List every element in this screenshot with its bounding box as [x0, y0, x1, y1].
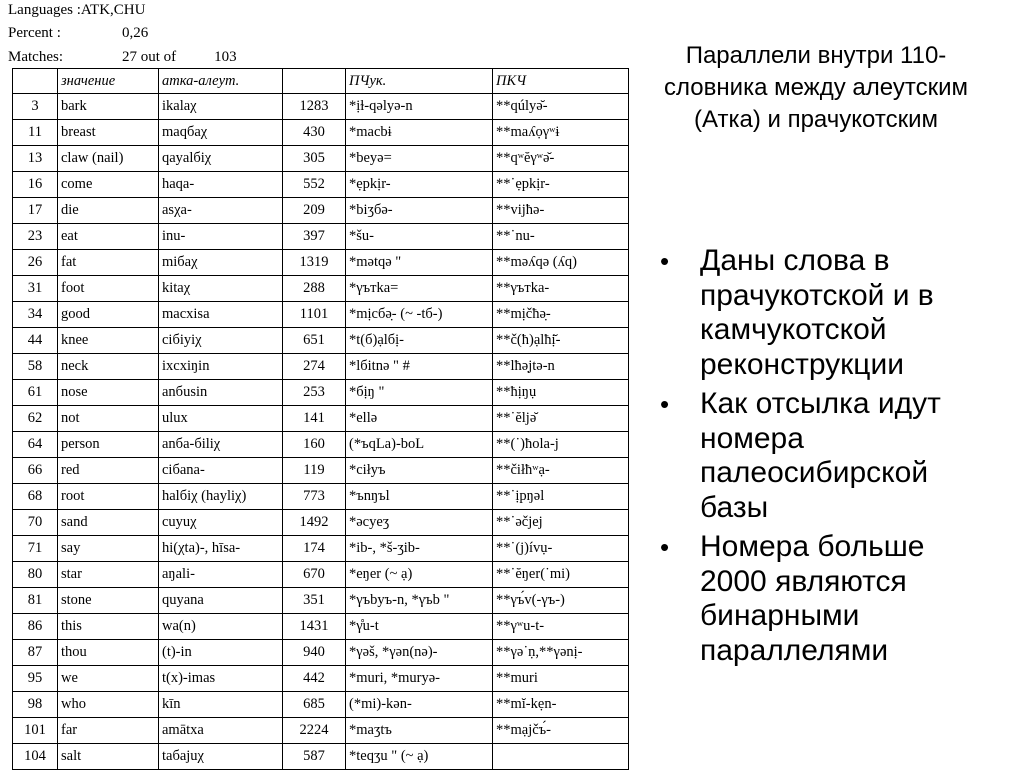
base-number: 1319 [283, 250, 346, 276]
gloss: knee [58, 328, 159, 354]
base-number: 274 [283, 354, 346, 380]
proto-chukchi-form: *lбitnə " # [346, 354, 493, 380]
proto-chukchi-form: *biʒбə- [346, 198, 493, 224]
table-row [13, 458, 629, 484]
base-number: 1283 [283, 94, 346, 120]
row-number: 104 [13, 744, 58, 770]
atka-form: ciбiyiχ [159, 328, 283, 354]
row-number: 95 [13, 666, 58, 692]
atka-form: quyana [159, 588, 283, 614]
bullet-item [654, 244, 984, 382]
table-row [13, 354, 629, 380]
proto-chukchi-form: *mịcбə̣- (~ -tб-) [346, 302, 493, 328]
atka-form: kitaχ [159, 276, 283, 302]
gloss: sand [58, 510, 159, 536]
row-number: 87 [13, 640, 58, 666]
proto-kamchukchi-form: **˙nu- [493, 224, 629, 250]
row-number: 80 [13, 562, 58, 588]
row-number: 68 [13, 484, 58, 510]
proto-kamchukchi-form: **muri [493, 666, 629, 692]
proto-chukchi-form: *maʒtъ [346, 718, 493, 744]
header-proto-kamchukchi: ПКЧ [493, 69, 629, 94]
gloss: root [58, 484, 159, 510]
atka-form: hi(χta)-, hīsa- [159, 536, 283, 562]
proto-chukchi-form: *muri, *muryə- [346, 666, 493, 692]
base-number: 1431 [283, 614, 346, 640]
proto-kamchukchi-form [493, 744, 629, 770]
row-number: 11 [13, 120, 58, 146]
proto-chukchi-form: *mətqə " [346, 250, 493, 276]
proto-kamchukchi-form: **˙əčjej [493, 510, 629, 536]
atka-form: halбiχ (hayliχ) [159, 484, 283, 510]
gloss: claw (nail) [58, 146, 159, 172]
row-number: 101 [13, 718, 58, 744]
proto-chukchi-form: (*mi)-kən- [346, 692, 493, 718]
proto-chukchi-form: *ịɫ-qəlyə-n [346, 94, 493, 120]
proto-kamchukchi-form: **mạjčъ́- [493, 718, 629, 744]
proto-chukchi-form: *ъnŋъl [346, 484, 493, 510]
atka-form: inu- [159, 224, 283, 250]
proto-chukchi-form: *ciłyъ [346, 458, 493, 484]
base-number: 552 [283, 172, 346, 198]
gloss: neck [58, 354, 159, 380]
proto-kamchukchi-form: **γʷu-t- [493, 614, 629, 640]
atka-form: aŋali- [159, 562, 283, 588]
base-number: 2224 [283, 718, 346, 744]
word-table [12, 68, 629, 770]
base-number: 174 [283, 536, 346, 562]
proto-kamchukchi-form: **mĭ-kẹn- [493, 692, 629, 718]
atka-form: asχa- [159, 198, 283, 224]
gloss: breast [58, 120, 159, 146]
proto-chukchi-form: *ẹpkịr- [346, 172, 493, 198]
table-row [13, 250, 629, 276]
percent-value: 0,26 [122, 25, 149, 41]
gloss: die [58, 198, 159, 224]
gloss: this [58, 614, 159, 640]
table-row [13, 198, 629, 224]
row-number: 86 [13, 614, 58, 640]
gloss: who [58, 692, 159, 718]
table-row [13, 94, 629, 120]
table-row [13, 510, 629, 536]
table-row [13, 484, 629, 510]
proto-chukchi-form: (*ъqLa)-boL [346, 432, 493, 458]
atka-form: qayalбiχ [159, 146, 283, 172]
proto-kamchukchi-form: **γътka- [493, 276, 629, 302]
bullet-dot-icon: • [660, 532, 670, 562]
meta-matches [8, 48, 237, 66]
row-number: 31 [13, 276, 58, 302]
base-number: 442 [283, 666, 346, 692]
gloss: not [58, 406, 159, 432]
row-number: 58 [13, 354, 58, 380]
bullet-text: Номера больше 2000 являются бинарными параллелями [700, 530, 925, 667]
languages-label: Languages : [8, 2, 81, 18]
table-row [13, 562, 629, 588]
proto-chukchi-form: *γъbyъ-n, *γъb " [346, 588, 493, 614]
table-row [13, 146, 629, 172]
base-number: 209 [283, 198, 346, 224]
bullet-list [654, 244, 984, 673]
row-number: 98 [13, 692, 58, 718]
gloss: foot [58, 276, 159, 302]
matches-label: Matches: [8, 49, 63, 65]
table-row [13, 328, 629, 354]
row-number: 26 [13, 250, 58, 276]
table-row [13, 640, 629, 666]
atka-form: anбusin [159, 380, 283, 406]
atka-form: ciбana- [159, 458, 283, 484]
row-number: 64 [13, 432, 58, 458]
base-number: 685 [283, 692, 346, 718]
slide-title: Параллели внутри 110-словника между алеутским (Атка) и прачукотским [664, 42, 968, 133]
proto-kamchukchi-form: **č(ħ)ạlħị̆- [493, 328, 629, 354]
row-number: 23 [13, 224, 58, 250]
table-row [13, 614, 629, 640]
proto-chukchi-form: *γ̊u-t [346, 614, 493, 640]
table-row [13, 172, 629, 198]
row-number: 62 [13, 406, 58, 432]
bullet-text: Как отсылка идут номера палеосибирской базы [700, 387, 941, 524]
table-row [13, 692, 629, 718]
proto-kamchukchi-form: **qúlyə̆- [493, 94, 629, 120]
base-number: 351 [283, 588, 346, 614]
table-row [13, 380, 629, 406]
gloss: eat [58, 224, 159, 250]
proto-kamchukchi-form: **lħə̣jtə-n [493, 354, 629, 380]
gloss: stone [58, 588, 159, 614]
proto-kamchukchi-form: **ħịŋụ [493, 380, 629, 406]
gloss: come [58, 172, 159, 198]
proto-kamchukchi-form: **˙ĕljə̆ [493, 406, 629, 432]
proto-chukchi-form: *šu- [346, 224, 493, 250]
row-number: 70 [13, 510, 58, 536]
base-number: 253 [283, 380, 346, 406]
base-number: 773 [283, 484, 346, 510]
proto-chukchi-form: *beyə= [346, 146, 493, 172]
table-header-row [13, 69, 629, 94]
base-number: 1492 [283, 510, 346, 536]
table-row [13, 536, 629, 562]
proto-chukchi-form: *ib-, *š-ʒib- [346, 536, 493, 562]
atka-form: kīn [159, 692, 283, 718]
base-number: 1101 [283, 302, 346, 328]
proto-kamchukchi-form: **qʷĕγʷə̆- [493, 146, 629, 172]
bullet-item [654, 387, 984, 525]
base-number: 587 [283, 744, 346, 770]
bullet-item [654, 530, 984, 668]
atka-form: maqбaχ [159, 120, 283, 146]
gloss: red [58, 458, 159, 484]
table-row [13, 718, 629, 744]
gloss: nose [58, 380, 159, 406]
table-row [13, 666, 629, 692]
table-row [13, 744, 629, 770]
proto-chukchi-form: *əcyeʒ [346, 510, 493, 536]
proto-chukchi-form: *γътka= [346, 276, 493, 302]
base-number: 305 [283, 146, 346, 172]
atka-form: cuyuχ [159, 510, 283, 536]
atka-form: haqa- [159, 172, 283, 198]
proto-kamchukchi-form: **˙ịpŋəl [493, 484, 629, 510]
proto-kamchukchi-form: **vijħə- [493, 198, 629, 224]
gloss: bark [58, 94, 159, 120]
proto-kamchukchi-form: **˙(j)ívụ- [493, 536, 629, 562]
gloss: thou [58, 640, 159, 666]
gloss: good [58, 302, 159, 328]
meta-percent [8, 24, 148, 42]
row-number: 66 [13, 458, 58, 484]
proto-kamchukchi-form: **˙ĕŋer(˙mi) [493, 562, 629, 588]
table-body [13, 94, 629, 770]
gloss: fat [58, 250, 159, 276]
proto-kamchukchi-form: **čiłħʷạ- [493, 458, 629, 484]
percent-label: Percent : [8, 25, 61, 41]
row-number: 61 [13, 380, 58, 406]
atka-form: t(x)-imas [159, 666, 283, 692]
header-meaning: значение [58, 69, 159, 94]
atka-form: ixcxiŋin [159, 354, 283, 380]
atka-form: anбa-бiliχ [159, 432, 283, 458]
proto-kamchukchi-form: **γъ́v(-γъ-) [493, 588, 629, 614]
atka-form: taбajuχ [159, 744, 283, 770]
proto-chukchi-form: *ellə [346, 406, 493, 432]
atka-form: ikalaχ [159, 94, 283, 120]
row-number: 71 [13, 536, 58, 562]
row-number: 81 [13, 588, 58, 614]
proto-chukchi-form: *macbɨ [346, 120, 493, 146]
row-number: 13 [13, 146, 58, 172]
languages-value: ATK,CHU [80, 2, 146, 18]
gloss: say [58, 536, 159, 562]
base-number: 160 [283, 432, 346, 458]
gloss: person [58, 432, 159, 458]
proto-chukchi-form: *t(б)ạlбị- [346, 328, 493, 354]
proto-kamchukchi-form: **(˙)ħola-j [493, 432, 629, 458]
gloss: we [58, 666, 159, 692]
gloss: salt [58, 744, 159, 770]
header-proto-chukchi: ПЧук. [346, 69, 493, 94]
atka-form: macxisa [159, 302, 283, 328]
base-number: 119 [283, 458, 346, 484]
proto-kamchukchi-form: **˙ẹpkịr- [493, 172, 629, 198]
gloss: star [58, 562, 159, 588]
row-number: 34 [13, 302, 58, 328]
proto-kamchukchi-form: **məʎqə (ʎq) [493, 250, 629, 276]
base-number: 430 [283, 120, 346, 146]
table-row [13, 224, 629, 250]
proto-kamchukchi-form: **mịčħə̣- [493, 302, 629, 328]
header-number [13, 69, 58, 94]
table-row [13, 432, 629, 458]
atka-form: ulux [159, 406, 283, 432]
atka-form: amātxa [159, 718, 283, 744]
bullet-dot-icon: • [660, 246, 670, 276]
base-number: 397 [283, 224, 346, 250]
matches-value: 27 out of [122, 49, 177, 65]
meta-languages [8, 1, 145, 19]
base-number: 940 [283, 640, 346, 666]
table-row [13, 406, 629, 432]
gloss: far [58, 718, 159, 744]
table-row [13, 588, 629, 614]
table-row [13, 276, 629, 302]
proto-kamchukchi-form: **maʎọγʷɨ [493, 120, 629, 146]
base-number: 141 [283, 406, 346, 432]
atka-form: (t)-in [159, 640, 283, 666]
row-number: 17 [13, 198, 58, 224]
row-number: 16 [13, 172, 58, 198]
row-number: 44 [13, 328, 58, 354]
matches-total: 103 [214, 49, 237, 65]
proto-chukchi-form: *γəš, *γən(nə)- [346, 640, 493, 666]
base-number: 288 [283, 276, 346, 302]
table-row [13, 120, 629, 146]
header-atka-aleut: атка-алеут. [159, 69, 283, 94]
atka-form: wa(n) [159, 614, 283, 640]
bullet-text: Даны слова в прачукотской и в камчукотской реконструкции [700, 244, 934, 381]
atka-form: miбaχ [159, 250, 283, 276]
proto-chukchi-form: *бịŋ " [346, 380, 493, 406]
proto-chukchi-form: *teqʒu " (~ ạ) [346, 744, 493, 770]
proto-kamchukchi-form: **γə˙ṇ,**γənị- [493, 640, 629, 666]
bullet-dot-icon: • [660, 389, 670, 419]
proto-chukchi-form: *eŋer (~ ạ) [346, 562, 493, 588]
header-base-number [283, 69, 346, 94]
base-number: 651 [283, 328, 346, 354]
row-number: 3 [13, 94, 58, 120]
base-number: 670 [283, 562, 346, 588]
table-row [13, 302, 629, 328]
